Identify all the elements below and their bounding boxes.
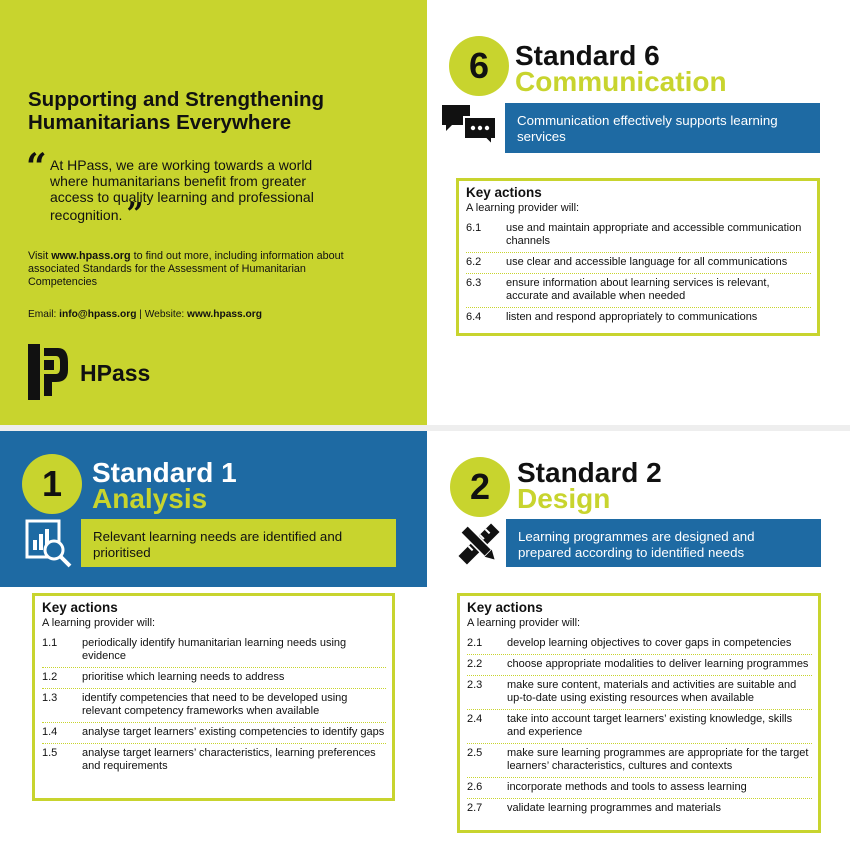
action-text: make sure content, materials and activities are suitable and up-to-date using existing resources when available <box>507 679 797 704</box>
list-item <box>42 668 386 689</box>
action-text: develop learning objectives to cover gaps in competencies <box>507 637 792 649</box>
action-text: analyse target learners’ characteristics, learning preferences and requirements <box>82 747 376 772</box>
list-item <box>467 655 812 676</box>
visit-prefix: Visit <box>28 250 52 262</box>
action-number: 2.5 <box>467 747 483 759</box>
action-text: incorporate methods and tools to assess learning <box>507 781 747 793</box>
key-actions-box <box>456 178 820 336</box>
standard-summary: Learning programmes are designed and prepared according to identified needs <box>506 519 821 567</box>
standard-label: Standard 2 <box>517 457 662 488</box>
action-number: 1.1 <box>42 637 58 649</box>
website-link[interactable]: www.hpass.org <box>187 309 262 320</box>
key-actions-title: Key actions <box>466 185 542 200</box>
intro-panel <box>0 0 427 425</box>
visit-suffix: to find out more, including information about associated Standards for the Assessment of Humanitarian Competencies <box>28 250 344 289</box>
action-number: 6.4 <box>466 311 482 323</box>
action-number: 1.2 <box>42 671 58 683</box>
standard-2-panel <box>430 431 850 853</box>
standard-label: Standard 1 <box>92 457 237 488</box>
action-text: take into account target learners’ existing knowledge, skills and experience <box>507 713 793 738</box>
speech-bubbles-icon <box>440 103 498 147</box>
visit-info <box>28 250 348 290</box>
action-number: 2.7 <box>467 802 483 814</box>
standard-name: Communication <box>515 66 727 97</box>
action-text: analyse target learners’ existing competencies to identify gaps <box>82 726 385 738</box>
visit-link[interactable]: www.hpass.org <box>51 250 131 262</box>
action-number: 1.5 <box>42 747 58 759</box>
close-quote-icon: ” <box>126 196 144 232</box>
action-number: 6.1 <box>466 222 482 234</box>
list-item <box>42 634 386 668</box>
action-text: validate learning programmes and materials <box>507 802 721 814</box>
key-actions-title: Key actions <box>467 600 543 615</box>
standard-summary: Communication effectively supports learning services <box>505 103 820 153</box>
key-actions-title: Key actions <box>42 600 118 615</box>
key-actions-box <box>32 593 395 801</box>
intro-title: Supporting and Strengthening Humanitarians Everywhere <box>28 88 325 134</box>
action-text: use and maintain appropriate and accessible communication channels <box>506 222 802 247</box>
logo-text: HPass <box>80 360 151 386</box>
list-item <box>466 308 811 328</box>
action-number: 2.2 <box>467 658 483 670</box>
open-quote-icon: “ <box>26 146 47 188</box>
email-label: Email: <box>28 309 60 320</box>
standard-number-badge: 1 <box>22 454 82 514</box>
action-text: ensure information about learning services is relevant, accurate and available when needed <box>506 277 770 302</box>
key-actions-intro: A learning provider will: <box>42 617 156 629</box>
quote-text: At HPass, we are working towards a world where humanitarians benefit from greater access to quality learning and professional recognition. <box>50 157 314 223</box>
chart-magnifier-icon <box>24 518 74 568</box>
action-text: make sure learning programmes are appropriate for the target learners’ characteristics, cultures and contexts <box>507 747 809 772</box>
key-actions-intro: A learning provider will: <box>466 202 580 214</box>
list-item <box>42 723 386 744</box>
action-text: periodically identify humanitarian learning needs using evidence <box>82 637 347 662</box>
standard-number-badge: 6 <box>449 36 509 96</box>
key-actions-box <box>457 593 821 833</box>
standard-6-panel <box>427 0 850 425</box>
standard-name: Analysis <box>92 483 208 514</box>
action-text: listen and respond appropriately to communications <box>506 311 758 323</box>
action-text: choose appropriate modalities to deliver learning programmes <box>507 658 809 670</box>
list-item <box>466 253 811 274</box>
list-item <box>467 799 812 819</box>
list-item <box>467 778 812 799</box>
action-text: prioritise which learning needs to address <box>82 671 285 683</box>
action-number: 2.3 <box>467 679 483 691</box>
action-number: 2.1 <box>467 637 483 649</box>
list-item <box>467 744 812 778</box>
standard-summary: Relevant learning needs are identified and prioritised <box>81 519 396 567</box>
action-number: 6.2 <box>466 256 482 268</box>
action-text: use clear and accessible language for all communications <box>506 256 788 268</box>
action-number: 1.3 <box>42 692 58 704</box>
action-number: 2.4 <box>467 713 483 725</box>
action-number: 2.6 <box>467 781 483 793</box>
standard-label: Standard 6 <box>515 40 660 71</box>
action-number: 1.4 <box>42 726 58 738</box>
standard-number-badge: 2 <box>450 457 510 517</box>
list-item <box>467 634 812 655</box>
standard-name: Design <box>517 483 611 514</box>
hpass-logo-icon <box>28 344 68 400</box>
list-item <box>42 689 386 723</box>
pencil-ruler-icon <box>456 521 502 567</box>
list-item <box>467 710 812 744</box>
list-item <box>466 219 811 253</box>
action-number: 6.3 <box>466 277 482 289</box>
contact-line <box>28 309 388 320</box>
standard-1-panel <box>0 431 427 853</box>
action-text: identify competencies that need to be developed using relevant competency frameworks when available <box>82 692 348 717</box>
list-item <box>42 744 386 777</box>
email-link[interactable]: info@hpass.org <box>59 309 137 320</box>
website-label: | Website: <box>136 309 188 320</box>
list-item <box>467 676 812 710</box>
list-item <box>466 274 811 308</box>
key-actions-intro: A learning provider will: <box>467 617 581 629</box>
